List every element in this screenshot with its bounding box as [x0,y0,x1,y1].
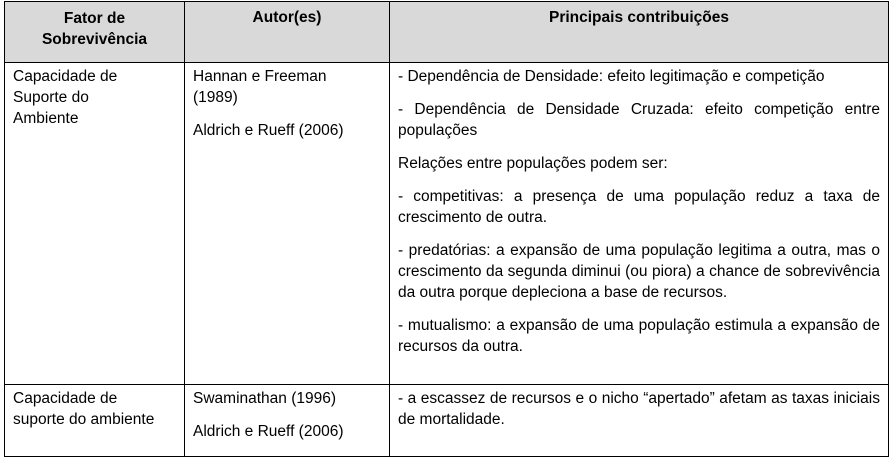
factor-cell [5,63,185,385]
factor-cell [5,385,185,457]
author-entry [193,66,381,108]
table-row [5,63,889,385]
table-row [5,385,889,457]
factor-line: Suporte do [13,89,89,106]
author-line: Swaminathan (1996) [193,390,337,407]
header-factor-line1: Fator de [63,10,126,27]
author-entry [193,388,381,409]
contribution-item: - Dependência de Densidade Cruzada: efeito competição entre populações [398,101,880,139]
survival-factors-table [4,1,889,457]
author-line: Aldrich e Rueff (2006) [193,423,344,440]
factor-line: Ambiente [13,110,79,127]
header-row [5,2,889,63]
contribution-item: - competitivas: a presença de uma população reduz a taxa de crescimento de outra. [398,188,880,226]
header-factor-line2: Sobrevivência [41,31,148,48]
contribution-item: - mutualismo: a expansão de uma população estimula a expansão de recursos da outra. [398,317,880,355]
authors-cell [185,63,390,385]
author-line: (1989) [193,89,238,106]
contributions-cell [390,63,889,385]
author-line: Aldrich e Rueff (2006) [193,122,344,139]
factor-line: suporte do ambiente [13,411,155,428]
author-line: Hannan e Freeman [193,68,327,85]
authors-cell [185,385,390,457]
header-factor [5,2,185,63]
contribution-item: - predatórias: a expansão de uma população legitima a outra, mas o crescimento da segunda diminui (ou piora) a chance de sobrevivência da outra porque depleciona a base de recursos. [398,242,880,301]
author-entry [193,421,381,442]
factor-line: Capacidade de [13,390,118,407]
header-authors: Autor(es) [185,2,390,63]
author-entry [193,120,381,141]
contribution-item: - Dependência de Densidade: efeito legitimação e competição [398,68,825,85]
contribution-item: - a escassez de recursos e o nicho “apertado” afetam as taxas iniciais de mortalidade. [398,390,880,428]
contribution-item: Relações entre populações podem ser: [398,155,668,172]
factor-line: Capacidade de [13,68,118,85]
contributions-cell [390,385,889,457]
header-contributions: Principais contribuições [390,2,889,63]
